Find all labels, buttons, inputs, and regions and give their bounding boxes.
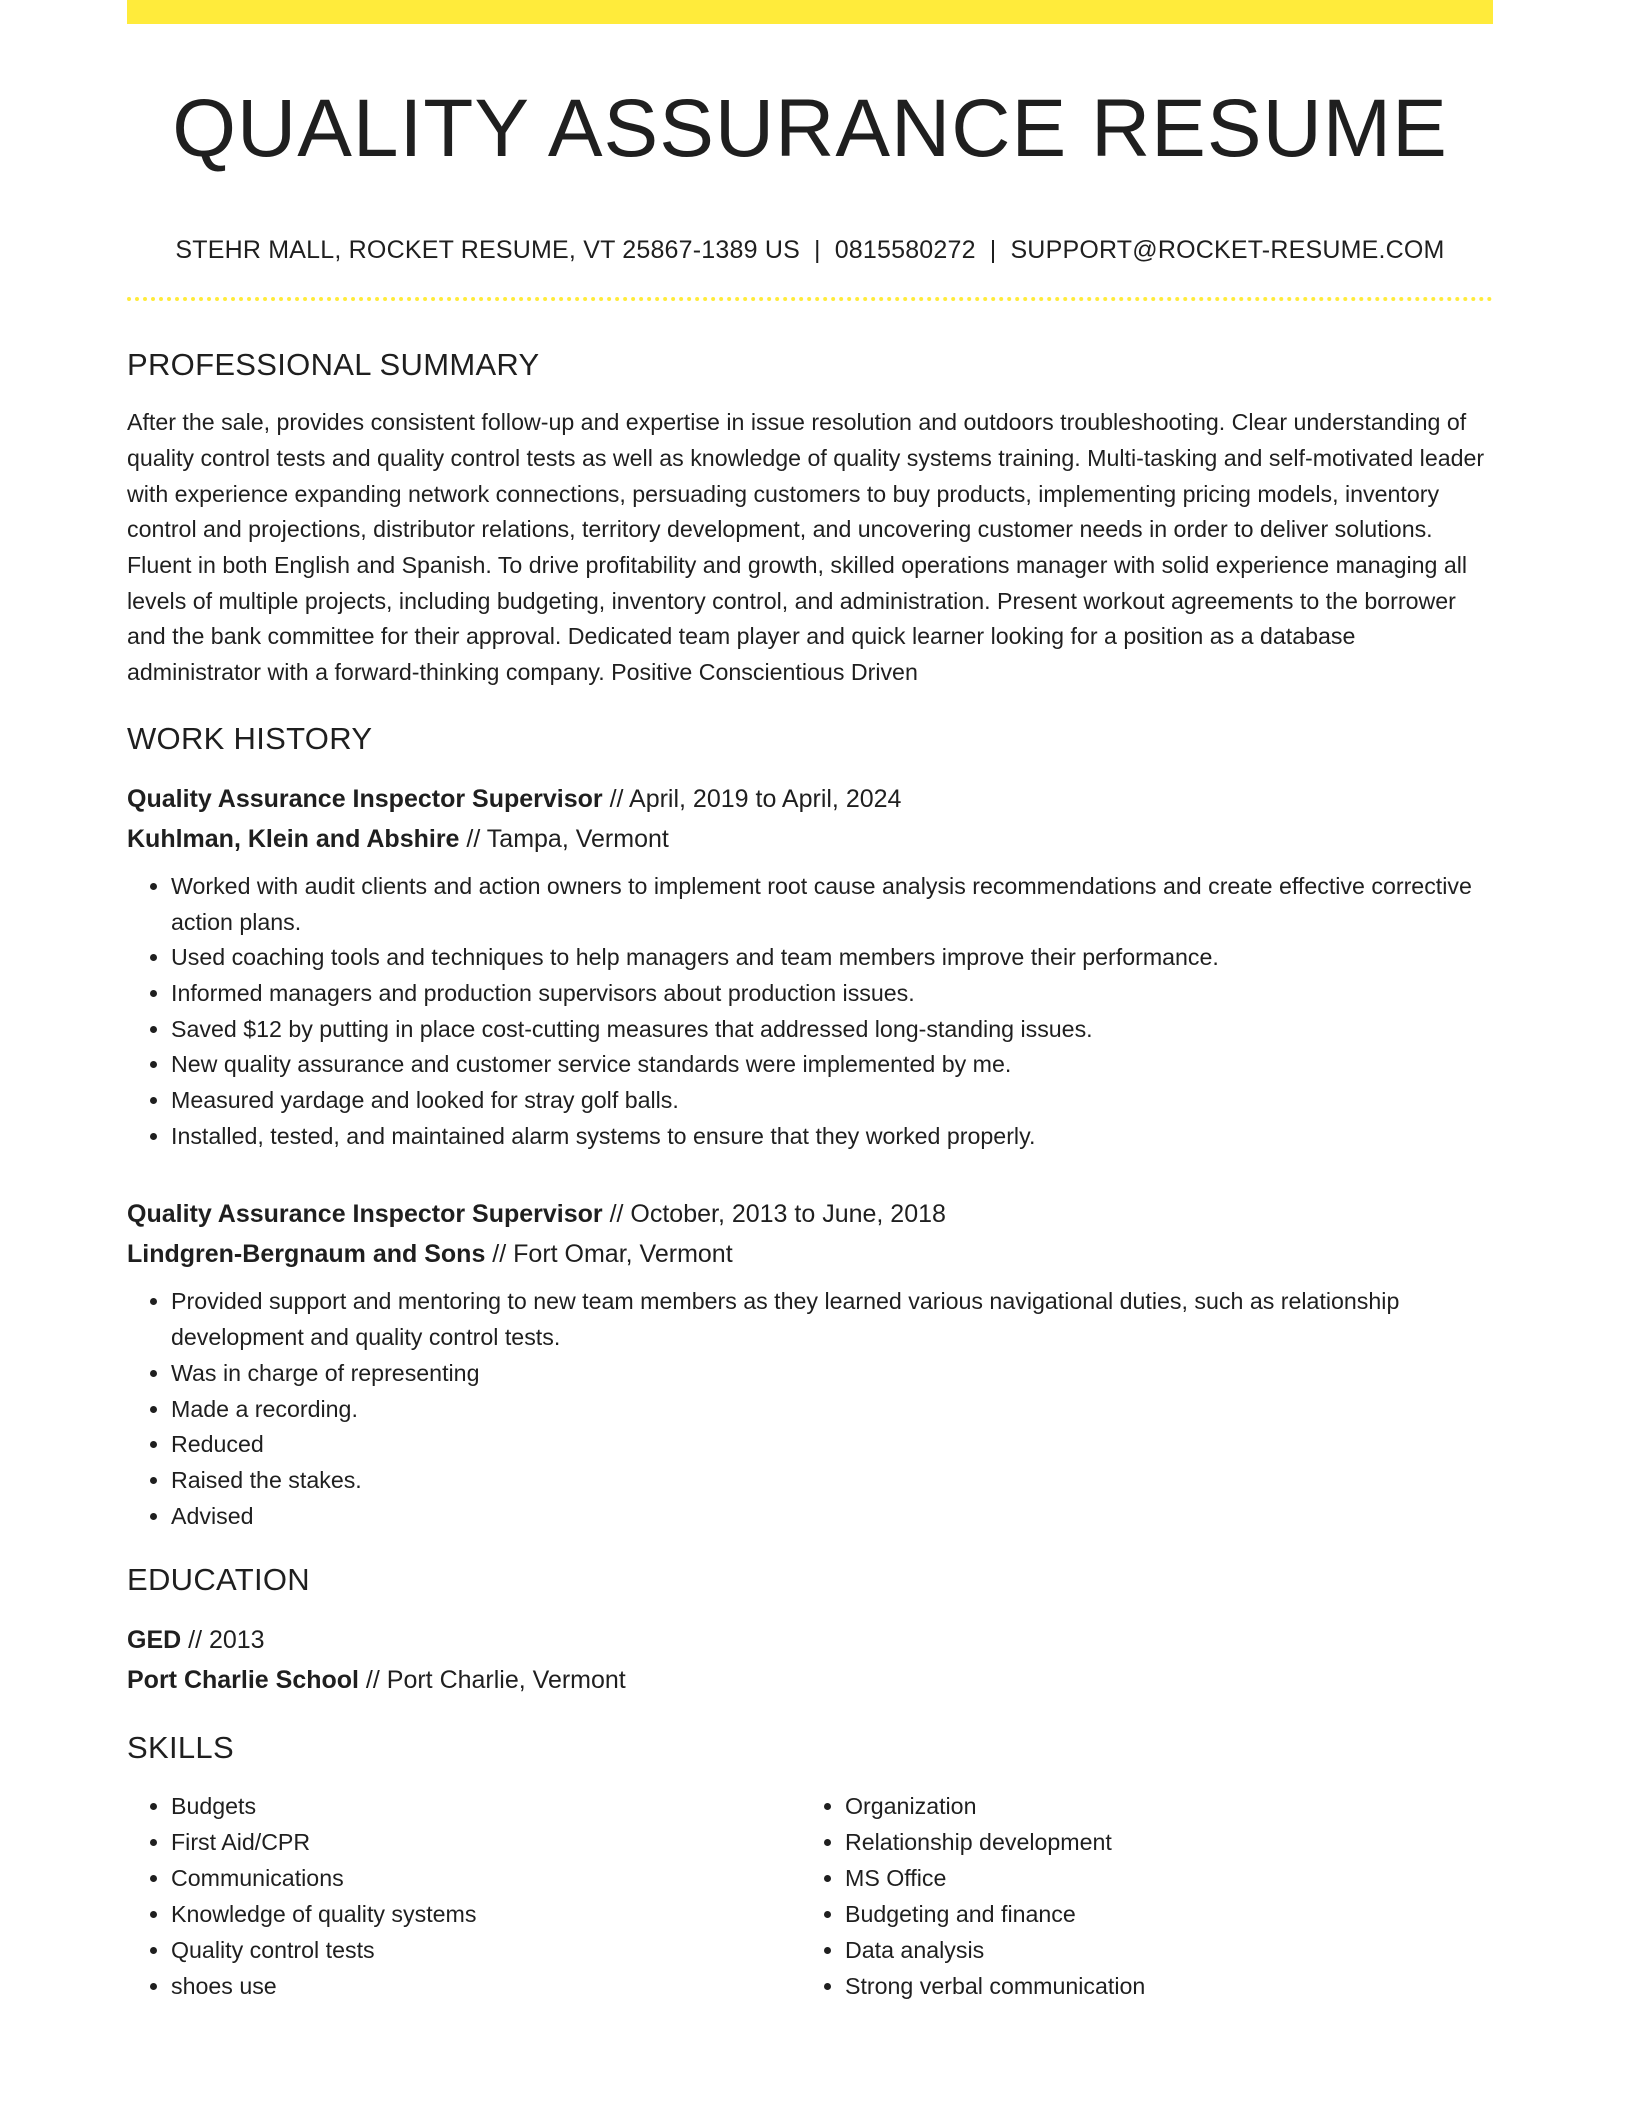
section-title-education: EDUCATION <box>127 1562 310 1598</box>
job-company: Lindgren-Bergnaum and Sons <box>127 1240 486 1269</box>
skills-column-left <box>127 1788 801 2004</box>
job-location: // Fort Omar, Vermont <box>485 1240 733 1269</box>
phone: 0815580272 <box>834 236 976 265</box>
skills-column-right <box>801 1788 1475 2004</box>
address: STEHR MALL, ROCKET RESUME, VT 25867-1389 US <box>175 236 800 265</box>
top-accent-bar <box>127 0 1493 24</box>
job-entry <box>127 1194 1493 1534</box>
list-item: • Advised <box>171 1499 1493 1535</box>
contact-line <box>127 236 1493 265</box>
list-item: • Saved $12 by putting in place cost-cutting measures that addressed long-standing issues. <box>171 1012 1493 1048</box>
list-item: • MS Office <box>845 1860 1475 1896</box>
job-bullets <box>127 1284 1493 1534</box>
list-item: • Provided support and mentoring to new team members as they learned various navigational duties, such as relationship development and quality control tests. <box>171 1284 1493 1355</box>
job-company-line <box>127 1234 1493 1274</box>
job-title-line <box>127 779 1493 819</box>
job-title-line <box>127 1194 1493 1234</box>
list-item: • Measured yardage and looked for stray golf balls. <box>171 1083 1493 1119</box>
job-dates: // April, 2019 to April, 2024 <box>602 784 902 813</box>
list-item: • Worked with audit clients and action owners to implement root cause analysis recommendations and create effective corrective action plans. <box>171 869 1493 940</box>
list-item: • Raised the stakes. <box>171 1463 1493 1499</box>
list-item: • Reduced <box>171 1427 1493 1463</box>
dotted-divider <box>127 297 1493 301</box>
list-item: • Was in charge of representing <box>171 1356 1493 1392</box>
section-title-work: WORK HISTORY <box>127 720 373 756</box>
list-item: • Data analysis <box>845 1932 1475 1968</box>
job-title: Quality Assurance Inspector Supervisor <box>127 1200 603 1229</box>
list-item: • Strong verbal communication <box>845 1968 1475 2004</box>
list-item: • Informed managers and production supervisors about production issues. <box>171 976 1493 1012</box>
job-company-line <box>127 819 1493 859</box>
school-location: // Port Charlie, Vermont <box>358 1666 626 1695</box>
education-entry <box>127 1620 1493 1700</box>
resume-page <box>127 0 1493 2004</box>
list-item: • Budgets <box>171 1788 801 1824</box>
list-item: • Knowledge of quality systems <box>171 1896 801 1932</box>
section-title-summary: PROFESSIONAL SUMMARY <box>127 347 540 383</box>
resume-title: QUALITY ASSURANCE RESUME <box>172 83 1448 174</box>
list-item: • Relationship development <box>845 1824 1475 1860</box>
list-item: • Used coaching tools and techniques to help managers and team members improve their performance. <box>171 940 1493 976</box>
list-item: • New quality assurance and customer service standards were implemented by me. <box>171 1047 1493 1083</box>
job-title: Quality Assurance Inspector Supervisor <box>127 784 603 813</box>
list-item: • Budgeting and finance <box>845 1896 1475 1932</box>
degree-line <box>127 1620 1493 1660</box>
summary-text: After the sale, provides consistent follow-up and expertise in issue resolution and outdoors troubleshooting. Clear understanding of quality control tests and quality control tests as well as knowledge of quality systems training. Multi-tasking and self-motivated leader with experience expanding network connections, persuading customers to buy products, implementing pricing models, inventory control and projections, distributor relations, territory development, and uncovering customer needs in order to deliver solutions. Fluent in both English and Spanish. To drive profitability and growth, skilled operations manager with solid experience managing all levels of multiple projects, including budgeting, inventory control, and administration. Present workout agreements to the borrower and the bank committee for their approval. Dedicated team player and quick learner looking for a position as a database administrator with a forward-thinking company. Positive Conscientious Driven <box>127 409 1485 686</box>
list-item: • shoes use <box>171 1968 801 2004</box>
education-year: // 2013 <box>181 1626 265 1655</box>
school-line <box>127 1660 1493 1700</box>
separator: | <box>989 236 997 265</box>
school: Port Charlie School <box>127 1666 359 1695</box>
job-location: // Tampa, Vermont <box>459 824 669 853</box>
section-title-skills: SKILLS <box>127 1730 234 1766</box>
email: SUPPORT@ROCKET-RESUME.COM <box>1010 236 1445 265</box>
list-item: • Communications <box>171 1860 801 1896</box>
separator: | <box>813 236 821 265</box>
list-item: • Installed, tested, and maintained alarm systems to ensure that they worked properly. <box>171 1119 1493 1155</box>
degree: GED <box>127 1626 182 1655</box>
job-bullets <box>127 869 1493 1155</box>
job-company: Kuhlman, Klein and Abshire <box>127 824 460 853</box>
list-item: • Organization <box>845 1788 1475 1824</box>
job-dates: // October, 2013 to June, 2018 <box>602 1200 946 1229</box>
job-entry <box>127 779 1493 1155</box>
skills-list <box>127 1788 1493 2004</box>
list-item: • First Aid/CPR <box>171 1824 801 1860</box>
list-item: • Quality control tests <box>171 1932 801 1968</box>
list-item: • Made a recording. <box>171 1392 1493 1428</box>
